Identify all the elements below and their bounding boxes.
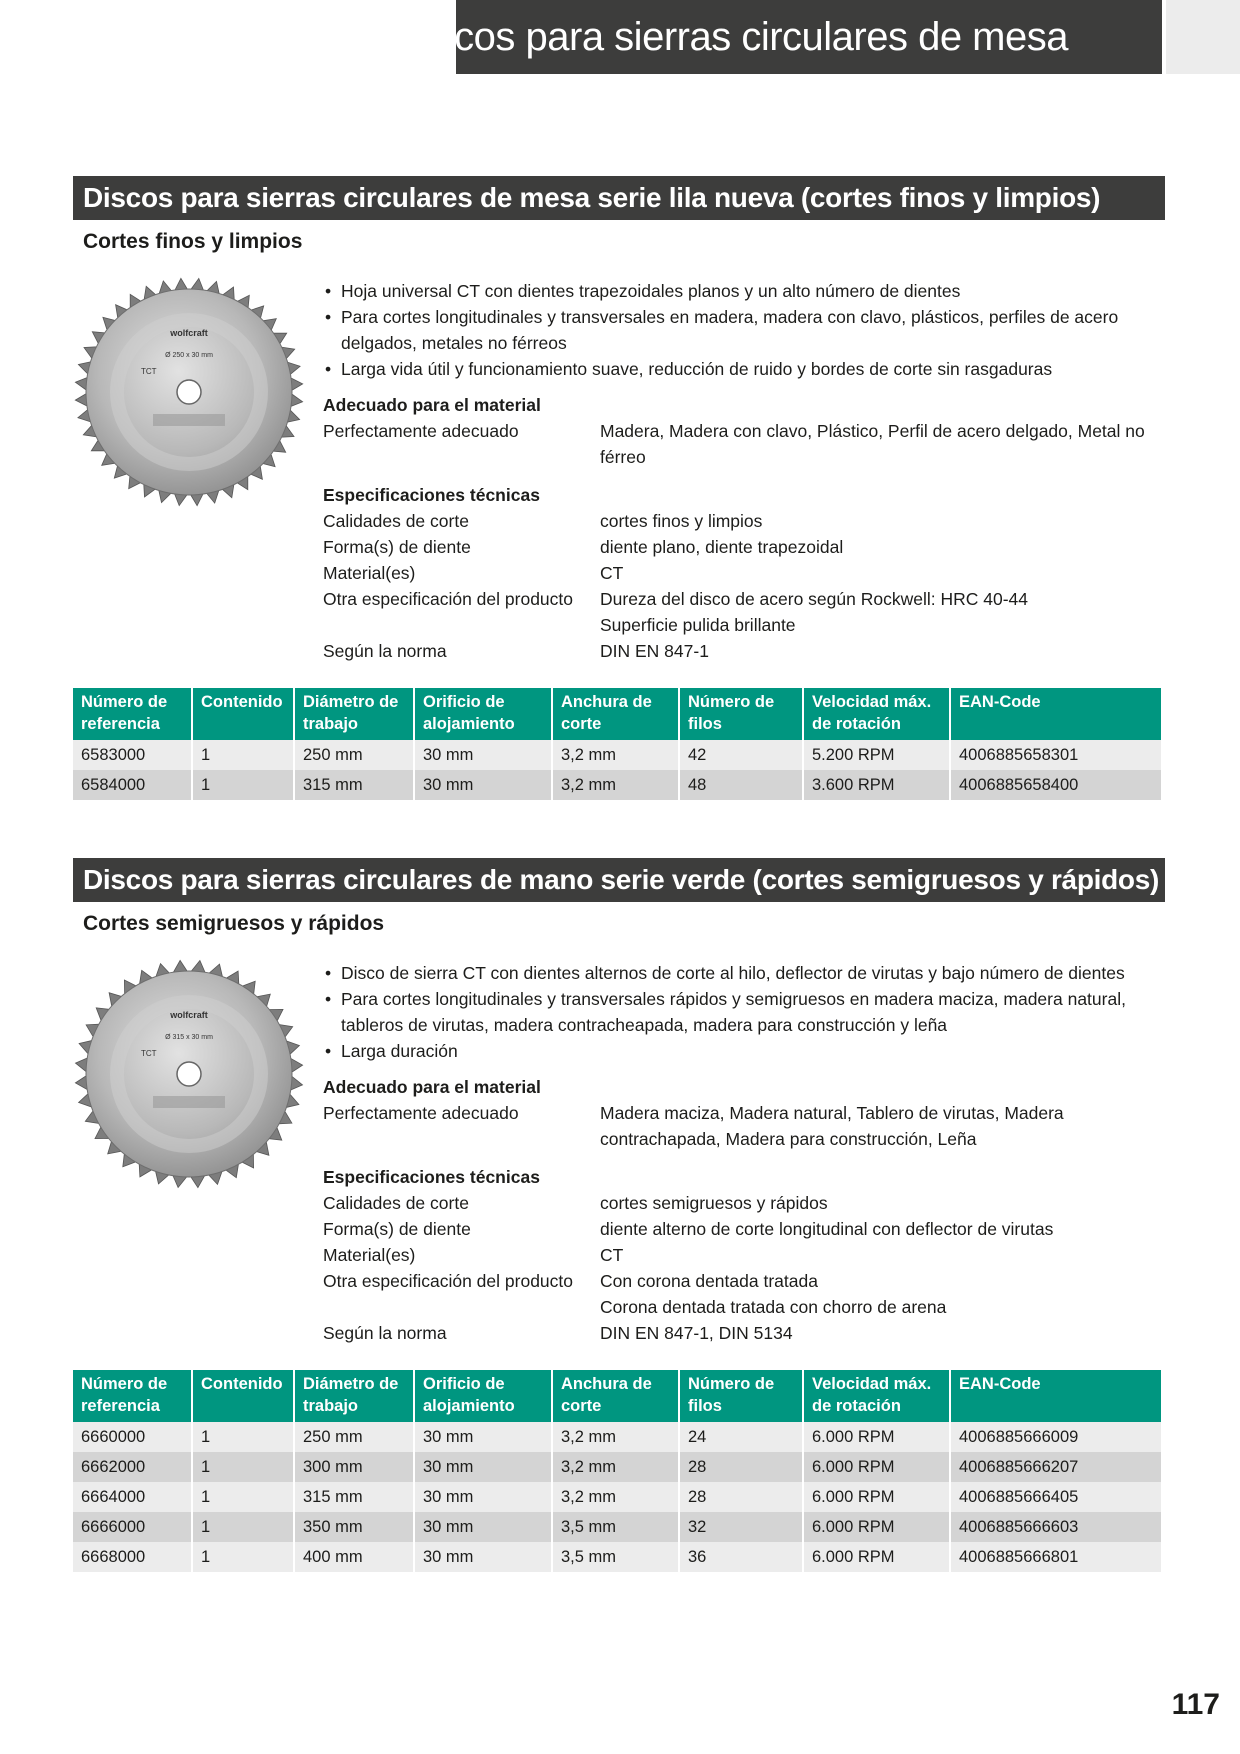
column-header: Número de referencia: [73, 1370, 191, 1422]
spec-row: [323, 1216, 1165, 1242]
table-cell: 28: [680, 1452, 802, 1482]
table-cell: 6.000 RPM: [804, 1482, 949, 1512]
feature-item: • Larga vida útil y funcionamiento suave, reducción de ruido y bordes de corte sin rasgaduras: [323, 356, 1165, 382]
spec-value: Superficie pulida brillante: [600, 615, 796, 635]
column-header: Velocidad máx. de rotación: [804, 688, 949, 740]
feature-item: • Larga duración: [323, 1038, 1165, 1064]
material-value: Madera, Madera con clavo, Plástico, Perfil de acero delgado, Metal no férreo: [600, 421, 1145, 467]
table-cell: 350 mm: [295, 1512, 413, 1542]
table-cell: 42: [680, 740, 802, 770]
spec-row: [323, 638, 1165, 664]
product-table: [71, 1370, 1163, 1572]
table-cell: 6.000 RPM: [804, 1422, 949, 1452]
blade-size-text: Ø 315 x 30 mm: [165, 1034, 213, 1041]
spec-label: Forma(s) de diente: [323, 537, 471, 557]
spec-row: [323, 1242, 1165, 1268]
table-row: [73, 1422, 1161, 1452]
feature-item: • Para cortes longitudinales y transversales en madera, madera con clavo, plásticos, perfiles de acero delgados, metales no férreos: [323, 304, 1165, 356]
table-cell: 3,5 mm: [553, 1542, 678, 1572]
table-cell: 6.000 RPM: [804, 1512, 949, 1542]
column-header: Anchura de corte: [553, 688, 678, 740]
product-info: [323, 960, 1165, 1346]
spec-value: Dureza del disco de acero según Rockwell: HRC 40-44: [600, 589, 1028, 609]
feature-list: [323, 278, 1165, 382]
table-cell: 4006885666801: [951, 1542, 1161, 1572]
table-cell: 30 mm: [415, 1422, 551, 1452]
table-cell: 3,2 mm: [553, 770, 678, 800]
spec-label: Otra especificación del producto: [323, 589, 573, 609]
table-cell: 1: [193, 770, 293, 800]
spec-value: diente plano, diente trapezoidal: [600, 537, 844, 557]
table-cell: 6660000: [73, 1422, 191, 1452]
blade-tct-text: TCT: [141, 367, 157, 376]
section-header: Discos para sierras circulares de mano serie verde (cortes semigruesos y rápidos): [73, 858, 1165, 902]
table-cell: 3,2 mm: [553, 1452, 678, 1482]
section-header: Discos para sierras circulares de mesa serie lila nueva (cortes finos y limpios): [73, 176, 1165, 220]
table-cell: 30 mm: [415, 1542, 551, 1572]
spec-row: [323, 1190, 1165, 1216]
feature-item: • Para cortes longitudinales y transversales rápidos y semigruesos en madera maciza, madera natural, tableros de virutas, madera contracheapada, madera para construcción y leña: [323, 986, 1165, 1038]
table-cell: 400 mm: [295, 1542, 413, 1572]
spec-value: CT: [600, 563, 624, 583]
table-header-row: [73, 1370, 1161, 1422]
saw-blade-image: [73, 958, 305, 1190]
table-cell: 48: [680, 770, 802, 800]
spec-value-group: [600, 1268, 1165, 1320]
spec-row: [323, 508, 1165, 534]
spec-value: cortes semigruesos y rápidos: [600, 1193, 828, 1213]
table-cell: 4006885666207: [951, 1452, 1161, 1482]
column-header: EAN-Code: [951, 688, 1161, 740]
column-header: Orificio de alojamiento: [415, 1370, 551, 1422]
spec-value: DIN EN 847-1: [600, 641, 709, 661]
table-cell: 30 mm: [415, 1452, 551, 1482]
spec-value: DIN EN 847-1, DIN 5134: [600, 1323, 793, 1343]
table-row: [73, 770, 1161, 800]
page-number: 117: [1171, 1688, 1220, 1721]
spec-label: Según la norma: [323, 641, 447, 661]
table-row: [73, 1512, 1161, 1542]
material-label: Perfectamente adecuado: [323, 1103, 519, 1123]
material-value: Madera maciza, Madera natural, Tablero de virutas, Madera contrachapada, Madera para construcción, Leña: [600, 1103, 1064, 1149]
table-cell: 28: [680, 1482, 802, 1512]
spec-row: [323, 560, 1165, 586]
table-cell: 3,2 mm: [553, 1482, 678, 1512]
spec-value: Con corona dentada tratada: [600, 1271, 818, 1291]
table-cell: 4006885666603: [951, 1512, 1161, 1542]
material-label: Perfectamente adecuado: [323, 421, 519, 441]
table-cell: 6662000: [73, 1452, 191, 1482]
table-cell: 4006885658301: [951, 740, 1161, 770]
page-title: Discos para sierras circulares de mesa: [397, 15, 1068, 59]
column-header: Contenido: [193, 688, 293, 740]
table-cell: 24: [680, 1422, 802, 1452]
table-cell: 3.600 RPM: [804, 770, 949, 800]
section-verde: [73, 858, 1165, 1566]
table-cell: 5.200 RPM: [804, 740, 949, 770]
table-row: [73, 1482, 1161, 1512]
table-cell: 6583000: [73, 740, 191, 770]
material-row: [323, 1100, 1165, 1152]
table-cell: 30 mm: [415, 1512, 551, 1542]
table-cell: 1: [193, 1512, 293, 1542]
spec-value-group: [600, 586, 1165, 638]
blade-tct-text: TCT: [141, 1049, 157, 1058]
spec-label: Material(es): [323, 1245, 416, 1265]
section-lila: [73, 176, 1165, 794]
spec-label: Según la norma: [323, 1323, 447, 1343]
table-cell: 3,5 mm: [553, 1512, 678, 1542]
table-cell: 6668000: [73, 1542, 191, 1572]
feature-item: • Hoja universal CT con dientes trapezoidales planos y un alto número de dientes: [323, 278, 1165, 304]
table-header-row: [73, 688, 1161, 740]
spec-label: Otra especificación del producto: [323, 1271, 573, 1291]
column-header: Contenido: [193, 1370, 293, 1422]
table-cell: 6664000: [73, 1482, 191, 1512]
table-row: [73, 740, 1161, 770]
column-header: Orificio de alojamiento: [415, 688, 551, 740]
blade-brand-text: wolfcraft: [170, 1010, 208, 1020]
title-tab-marker: [1166, 0, 1240, 74]
column-header: Anchura de corte: [553, 1370, 678, 1422]
spec-label: Calidades de corte: [323, 1193, 469, 1213]
table-cell: 6.000 RPM: [804, 1542, 949, 1572]
material-row: [323, 418, 1165, 470]
table-cell: 3,2 mm: [553, 1422, 678, 1452]
spec-row: [323, 586, 1165, 638]
table-cell: 30 mm: [415, 740, 551, 770]
product-info: [323, 278, 1165, 664]
column-header: Velocidad máx. de rotación: [804, 1370, 949, 1422]
table-cell: 4006885666009: [951, 1422, 1161, 1452]
spec-value: cortes finos y limpios: [600, 511, 763, 531]
column-header: Número de filos: [680, 1370, 802, 1422]
table-cell: 36: [680, 1542, 802, 1572]
table-cell: 6584000: [73, 770, 191, 800]
column-header: Diámetro de trabajo: [295, 1370, 413, 1422]
table-cell: 1: [193, 1452, 293, 1482]
table-cell: 250 mm: [295, 1422, 413, 1452]
spec-row: [323, 1268, 1165, 1320]
spec-heading: Especificaciones técnicas: [323, 485, 540, 505]
spec-label: Material(es): [323, 563, 416, 583]
table-cell: 4006885658400: [951, 770, 1161, 800]
spec-value: CT: [600, 1245, 624, 1265]
spec-value: Corona dentada tratada con chorro de arena: [600, 1297, 947, 1317]
spec-label: Calidades de corte: [323, 511, 469, 531]
blade-brand-text: wolfcraft: [170, 328, 208, 338]
column-header: Número de filos: [680, 688, 802, 740]
table-cell: 3,2 mm: [553, 740, 678, 770]
table-cell: 315 mm: [295, 1482, 413, 1512]
table-cell: 6666000: [73, 1512, 191, 1542]
column-header: Número de referencia: [73, 688, 191, 740]
spec-row: [323, 1320, 1165, 1346]
spec-heading: Especificaciones técnicas: [323, 1167, 540, 1187]
table-cell: 30 mm: [415, 1482, 551, 1512]
table-row: [73, 1452, 1161, 1482]
section-subtitle: Cortes semigruesos y rápidos: [83, 912, 385, 935]
column-header: EAN-Code: [951, 1370, 1161, 1422]
material-heading: Adecuado para el material: [323, 395, 541, 415]
table-cell: 300 mm: [295, 1452, 413, 1482]
table-row: [73, 1542, 1161, 1572]
table-cell: 1: [193, 1542, 293, 1572]
table-cell: 1: [193, 1422, 293, 1452]
table-cell: 1: [193, 740, 293, 770]
table-cell: 4006885666405: [951, 1482, 1161, 1512]
column-header: Diámetro de trabajo: [295, 688, 413, 740]
table-cell: 1: [193, 1482, 293, 1512]
table-cell: 250 mm: [295, 740, 413, 770]
spec-label: Forma(s) de diente: [323, 1219, 471, 1239]
table-cell: 32: [680, 1512, 802, 1542]
feature-item: • Disco de sierra CT con dientes alternos de corte al hilo, deflector de virutas y bajo número de dientes: [323, 960, 1165, 986]
table-cell: 30 mm: [415, 770, 551, 800]
saw-blade-image: [73, 276, 305, 508]
product-table: [71, 688, 1163, 800]
spec-row: [323, 534, 1165, 560]
title-banner: [397, 0, 1162, 74]
section-subtitle: Cortes finos y limpios: [83, 230, 303, 253]
table-cell: 6.000 RPM: [804, 1452, 949, 1482]
material-heading: Adecuado para el material: [323, 1077, 541, 1097]
spec-value: diente alterno de corte longitudinal con deflector de virutas: [600, 1219, 1054, 1239]
feature-list: [323, 960, 1165, 1064]
blade-size-text: Ø 250 x 30 mm: [165, 352, 213, 359]
table-cell: 315 mm: [295, 770, 413, 800]
